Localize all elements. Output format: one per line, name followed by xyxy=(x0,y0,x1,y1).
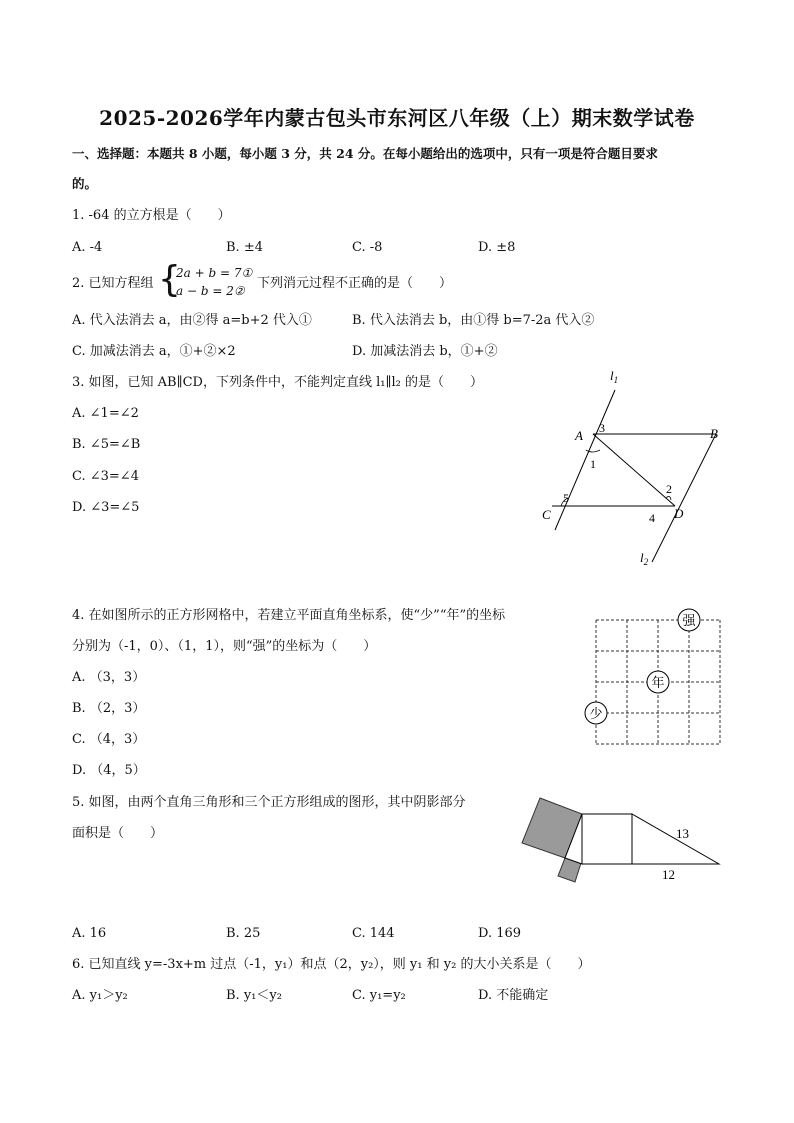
q3-option-d: D. ∠3=∠5 xyxy=(72,500,140,515)
exam-title: 2025-2026学年内蒙古包头市东河区八年级（上）期末数学试卷 xyxy=(99,106,695,130)
q5-option-b: B. 25 xyxy=(226,926,261,941)
q6-option-a: A. y₁＞y₂ xyxy=(72,988,128,1003)
middle-square xyxy=(582,814,632,864)
q4-option-c: C. （4，3） xyxy=(72,732,146,747)
label-nian: 年 xyxy=(651,675,665,690)
q2-option-d: D. 加减法消去 b，①+② xyxy=(352,344,498,359)
q1-stem: 1. -64 的立方根是（ ） xyxy=(72,208,231,223)
q5-option-d: D. 169 xyxy=(478,926,522,941)
label-l1: $l_1$ xyxy=(610,370,619,385)
label-angle-1: 1 xyxy=(590,457,596,471)
label-angle-4: 4 xyxy=(649,511,655,525)
q2-option-a: A. 代入法消去 a，由②得 a=b+2 代入① xyxy=(72,313,312,328)
label-point-b: B xyxy=(710,426,718,441)
q5-stem-line2: 面积是（ ） xyxy=(72,826,164,841)
label-l2: $l_2$ xyxy=(640,550,649,567)
q3-parallel-lines-figure xyxy=(530,370,750,570)
q4-grid-figure xyxy=(578,604,728,750)
label-base: 12 xyxy=(662,867,675,882)
segment-ad xyxy=(593,434,675,506)
q2-option-c: C. 加减法消去 a，①+②×2 xyxy=(72,344,236,359)
q4-option-a: A. （3，3） xyxy=(72,670,146,685)
line-l1 xyxy=(555,390,615,530)
label-point-d: D xyxy=(674,506,684,521)
label-point-c: C xyxy=(542,507,551,522)
brace-icon: { xyxy=(158,259,181,300)
q5-option-c: C. 144 xyxy=(352,926,395,941)
q3-option-c: C. ∠3=∠4 xyxy=(72,469,139,484)
q6-stem: 6. 已知直线 y=-3x+m 过点（-1，y₁）和点（2，y₂），则 y₁ 和 y₂ 的大小关系是（ ） xyxy=(72,957,591,972)
q2-stem-pre: 2. 已知方程组 xyxy=(72,276,154,291)
q2-option-b: B. 代入法消去 b，由①得 b=7-2a 代入② xyxy=(352,313,595,328)
q4-option-b: B. （2，3） xyxy=(72,701,146,716)
q1-option-c: C. -8 xyxy=(352,240,383,255)
label-hypotenuse: 13 xyxy=(676,826,689,841)
q3-option-b: B. ∠5=∠B xyxy=(72,437,141,452)
q1-option-d: D. ±8 xyxy=(478,240,516,255)
q1-option-a: A. -4 xyxy=(72,240,103,255)
q6-option-d: D. 不能确定 xyxy=(478,988,549,1003)
section-header-line1: 一、选择题：本题共 8 小题，每小题 3 分，共 24 分。在每小题给出的选项中，只有一项是符合题目要求 xyxy=(72,146,658,161)
q4-option-d: D. （4，5） xyxy=(72,763,146,778)
label-point-a: A xyxy=(575,428,583,443)
q5-option-a: A. 16 xyxy=(72,926,107,941)
q4-stem-line1: 4. 在如图所示的正方形网格中，若建立平面直角坐标系，使“少”“年”的坐标 xyxy=(72,608,506,623)
label-angle-3: 3 xyxy=(599,421,605,435)
line-l2 xyxy=(652,434,716,562)
q2-stem-post: 下列消元过程不正确的是（ ） xyxy=(257,276,453,291)
section-header-line2: 的。 xyxy=(72,176,98,191)
q6-option-b: B. y₁＜y₂ xyxy=(226,988,282,1003)
q2-equation-system xyxy=(158,259,254,302)
q4-stem-line2: 分别为（-1，0）、（1，1），则“强”的坐标为（ ） xyxy=(72,639,377,654)
q5-stem-line1: 5. 如图，由两个直角三角形和三个正方形组成的图形，其中阴影部分 xyxy=(72,795,466,810)
q3-option-a: A. ∠1=∠2 xyxy=(72,406,139,421)
q3-stem: 3. 如图，已知 AB∥CD，下列条件中，不能判定直线 l₁∥l₂ 的是（ ） xyxy=(72,375,483,390)
q2-eq2: a − b = 2② xyxy=(176,284,245,298)
label-shao: 少 xyxy=(589,706,603,721)
q1-option-b: B. ±4 xyxy=(226,240,263,255)
q5-squares-triangles-figure xyxy=(510,790,740,890)
label-angle-2: 2 xyxy=(666,482,672,496)
q2-eq1: 2a + b = 7① xyxy=(176,266,253,280)
label-qiang: 强 xyxy=(682,613,696,628)
q6-option-c: C. y₁=y₂ xyxy=(352,988,406,1003)
label-angle-5: 5 xyxy=(563,491,569,505)
